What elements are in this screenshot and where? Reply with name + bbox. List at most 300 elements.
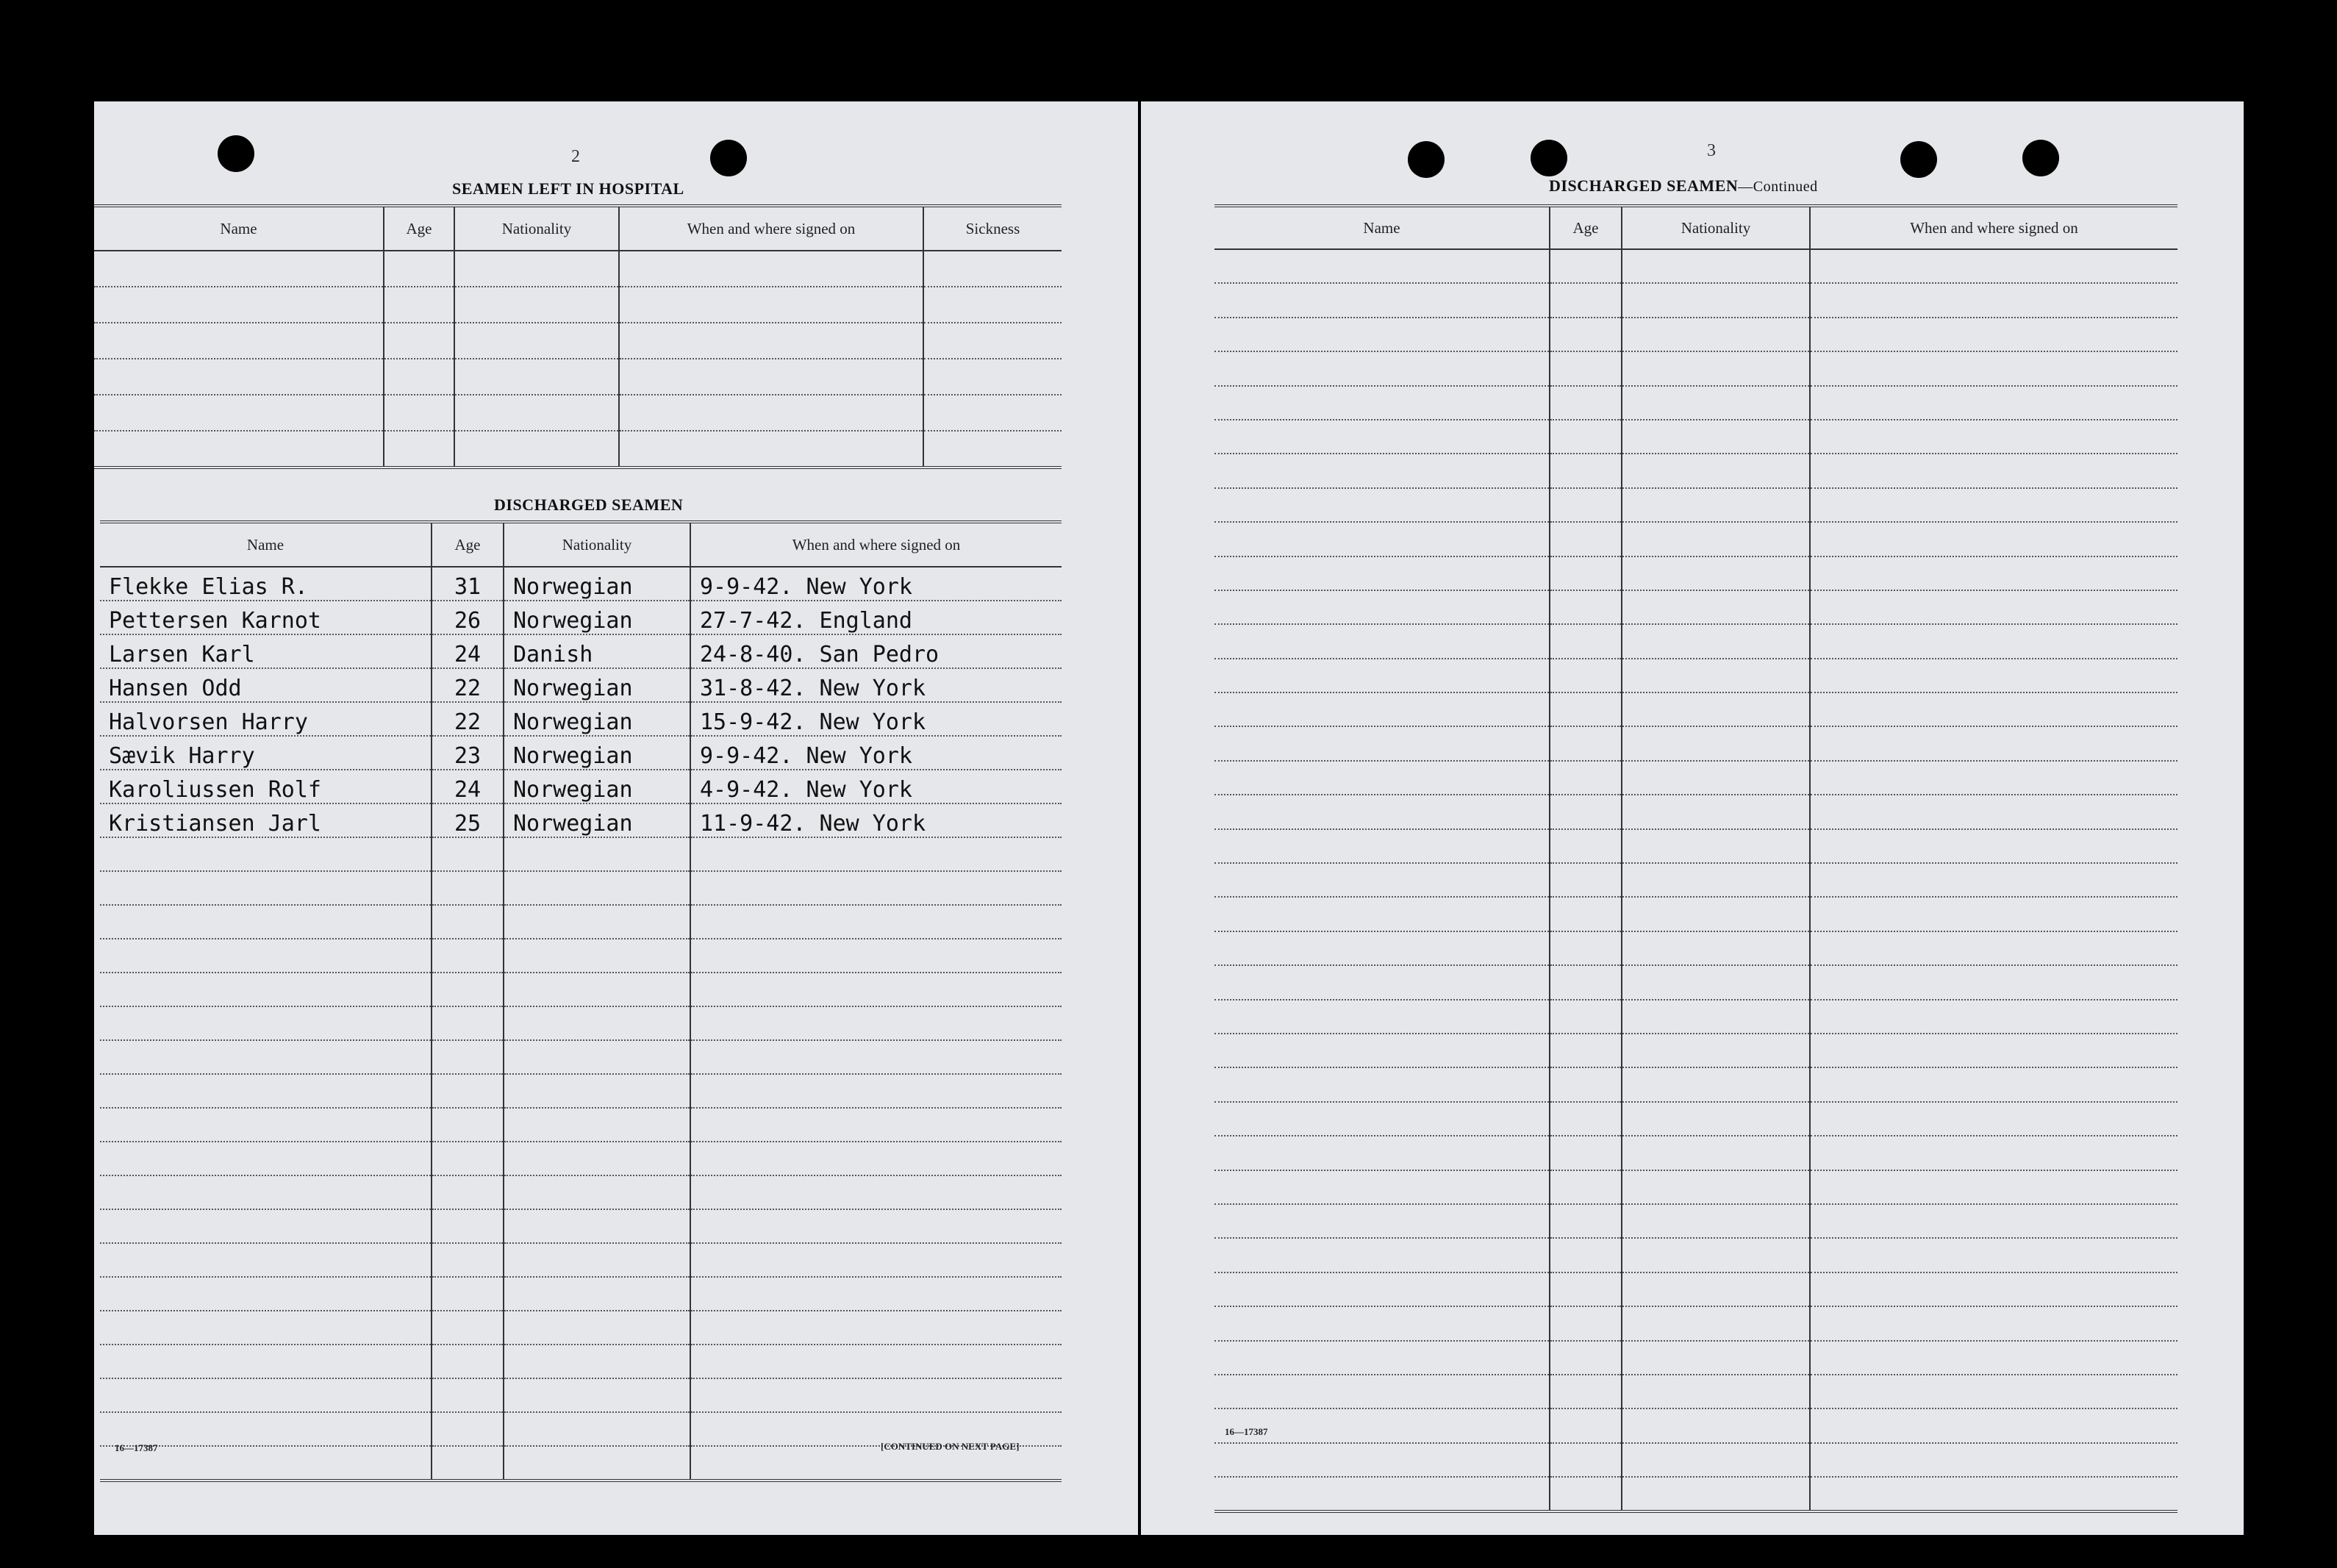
table-cell	[1214, 488, 1550, 522]
table-cell	[100, 1378, 432, 1412]
table-cell	[1622, 692, 1810, 726]
table-cell	[1214, 863, 1550, 897]
table-cell	[432, 1345, 504, 1378]
table-cell	[1810, 1067, 2177, 1101]
table-cell	[1810, 386, 2177, 420]
table-cell	[1214, 590, 1550, 624]
table-cell: Pettersen Karnot	[100, 601, 432, 634]
table-cell	[690, 973, 1062, 1006]
table-cell	[504, 837, 690, 871]
table-cell	[1810, 1408, 2177, 1442]
table-cell	[1810, 1375, 2177, 1408]
table-cell	[619, 287, 923, 323]
table-cell	[1810, 249, 2177, 283]
table-cell	[1810, 1443, 2177, 1477]
table-cell	[690, 1074, 1062, 1108]
table-row	[1214, 249, 2177, 283]
table-cell	[1810, 931, 2177, 965]
table-cell	[1622, 1408, 1810, 1442]
table-cell	[1214, 795, 1550, 828]
table-cell	[1622, 1000, 1810, 1034]
table-cell	[432, 1040, 504, 1074]
table-cell	[1810, 761, 2177, 795]
table-cell: 26	[432, 601, 504, 634]
table-cell	[1622, 420, 1810, 454]
table-cell	[1550, 1136, 1622, 1170]
discharged-continued-title-main: DISCHARGED SEAMEN	[1549, 176, 1739, 195]
table-cell	[1550, 659, 1622, 692]
table-cell	[1622, 1136, 1810, 1170]
table-cell: Norwegian	[504, 803, 690, 837]
table-cell	[100, 1277, 432, 1311]
table-cell	[1810, 556, 2177, 590]
table-cell	[432, 1108, 504, 1142]
table-cell: 11-9-42. New York	[690, 803, 1062, 837]
table-cell	[1622, 931, 1810, 965]
table-cell	[1810, 522, 2177, 556]
table-cell	[432, 1209, 504, 1243]
table-cell	[1214, 965, 1550, 999]
table-cell: 4-9-42. New York	[690, 770, 1062, 803]
table-cell	[100, 939, 432, 973]
table-cell	[432, 1074, 504, 1108]
table-cell	[923, 395, 1062, 431]
table-cell: Norwegian	[504, 770, 690, 803]
table-cell	[690, 1040, 1062, 1074]
table-cell	[504, 973, 690, 1006]
table-cell	[454, 287, 619, 323]
table-cell	[94, 287, 384, 323]
table-cell	[94, 395, 384, 431]
punch-hole	[218, 135, 254, 172]
table-cell	[1214, 522, 1550, 556]
table-row	[1214, 522, 2177, 556]
table-cell	[1622, 1341, 1810, 1375]
table-row	[1214, 1102, 2177, 1136]
table-cell: Flekke Elias R.	[100, 567, 432, 601]
table-cell	[1810, 488, 2177, 522]
table-cell	[504, 1142, 690, 1175]
table-cell	[1214, 283, 1550, 317]
table-cell	[1810, 659, 2177, 692]
table-cell	[1214, 556, 1550, 590]
table-cell	[690, 871, 1062, 905]
table-cell	[1622, 1170, 1810, 1204]
table-cell	[1214, 726, 1550, 760]
table-row	[100, 770, 1062, 803]
table-cell	[504, 1446, 690, 1481]
table-cell	[1214, 1306, 1550, 1340]
table-cell	[504, 1108, 690, 1142]
table-row	[1214, 726, 2177, 760]
table-row	[1214, 829, 2177, 863]
table-cell	[454, 431, 619, 468]
table-cell: Norwegian	[504, 668, 690, 702]
table-cell	[1622, 351, 1810, 385]
table-row	[94, 395, 1062, 431]
table-cell: Norwegian	[504, 567, 690, 601]
table-cell	[1810, 454, 2177, 487]
table-cell	[1622, 1034, 1810, 1067]
table-row	[100, 736, 1062, 770]
table-row	[100, 702, 1062, 736]
table-cell	[1550, 1477, 1622, 1511]
table-cell: 15-9-42. New York	[690, 702, 1062, 736]
hospital-section-title: SEAMEN LEFT IN HOSPITAL	[452, 179, 684, 198]
table-cell	[100, 1345, 432, 1378]
table-cell	[432, 939, 504, 973]
table-cell	[690, 1209, 1062, 1243]
table-cell	[100, 1142, 432, 1175]
table-row	[1214, 488, 2177, 522]
table-row	[100, 1311, 1062, 1345]
table-cell	[1622, 829, 1810, 863]
table-cell: 24	[432, 770, 504, 803]
hospital-table	[94, 204, 1062, 469]
table-row	[1214, 1341, 2177, 1375]
table-cell	[1550, 454, 1622, 487]
table-row	[1214, 1034, 2177, 1067]
table-cell	[454, 395, 619, 431]
table-row	[1214, 1136, 2177, 1170]
table-cell	[1622, 1067, 1810, 1101]
column-header: Age	[384, 206, 454, 251]
table-row	[1214, 351, 2177, 385]
table-row	[1214, 1443, 2177, 1477]
table-cell	[690, 939, 1062, 973]
right-page	[1141, 101, 2244, 1535]
table-row	[100, 668, 1062, 702]
table-row	[94, 251, 1062, 287]
table-cell	[1214, 1238, 1550, 1272]
table-cell	[504, 1412, 690, 1446]
table-cell	[1214, 761, 1550, 795]
table-cell	[432, 1175, 504, 1209]
table-cell	[690, 1108, 1062, 1142]
table-row	[1214, 386, 2177, 420]
table-cell	[1622, 795, 1810, 828]
table-cell	[1550, 624, 1622, 658]
table-row	[94, 359, 1062, 395]
table-cell	[1214, 1170, 1550, 1204]
table-cell	[1214, 318, 1550, 351]
table-cell	[432, 905, 504, 939]
table-cell	[1622, 965, 1810, 999]
punch-hole	[710, 140, 747, 176]
table-cell: 31	[432, 567, 504, 601]
table-cell	[432, 1378, 504, 1412]
continued-note: [CONTINUED ON NEXT PAGE]	[881, 1441, 1020, 1452]
table-row	[1214, 692, 2177, 726]
table-row	[100, 1209, 1062, 1243]
table-cell	[619, 395, 923, 431]
table-row	[100, 1175, 1062, 1209]
table-row	[94, 287, 1062, 323]
table-cell	[1550, 1443, 1622, 1477]
table-row	[100, 1378, 1062, 1412]
table-cell: 22	[432, 668, 504, 702]
table-cell	[1214, 249, 1550, 283]
table-cell	[100, 973, 432, 1006]
table-cell	[1550, 897, 1622, 931]
table-cell	[504, 1074, 690, 1108]
table-cell	[94, 359, 384, 395]
table-cell	[690, 1142, 1062, 1175]
table-cell	[100, 871, 432, 905]
table-cell	[1810, 1170, 2177, 1204]
table-cell: Halvorsen Harry	[100, 702, 432, 736]
table-cell	[690, 837, 1062, 871]
table-cell	[1214, 1102, 1550, 1136]
table-cell	[1550, 1272, 1622, 1306]
table-cell	[1214, 1136, 1550, 1170]
table-cell	[1214, 420, 1550, 454]
table-cell	[100, 1311, 432, 1345]
table-cell	[1550, 420, 1622, 454]
page-number: 2	[571, 147, 580, 166]
table-cell	[923, 251, 1062, 287]
table-cell	[923, 287, 1062, 323]
discharged-continued-title-suffix: —Continued	[1738, 179, 1818, 195]
table-cell: Norwegian	[504, 702, 690, 736]
table-row	[1214, 1000, 2177, 1034]
table-cell	[1550, 522, 1622, 556]
table-cell	[1810, 795, 2177, 828]
table-row	[1214, 454, 2177, 487]
table-cell	[1622, 1238, 1810, 1272]
table-cell	[1550, 1067, 1622, 1101]
punch-hole	[1408, 141, 1445, 178]
table-cell	[1550, 863, 1622, 897]
table-row	[1214, 1272, 2177, 1306]
table-row	[100, 1345, 1062, 1378]
table-cell	[1622, 1375, 1810, 1408]
punch-hole	[2022, 140, 2059, 176]
table-cell: Danish	[504, 634, 690, 668]
table-row	[1214, 318, 2177, 351]
table-cell	[504, 905, 690, 939]
table-cell	[690, 905, 1062, 939]
table-cell	[923, 323, 1062, 359]
table-cell	[1550, 692, 1622, 726]
table-cell	[384, 359, 454, 395]
table-cell	[690, 1175, 1062, 1209]
table-cell: Norwegian	[504, 736, 690, 770]
table-cell	[1810, 420, 2177, 454]
table-cell	[1214, 1477, 1550, 1511]
table-cell	[1810, 965, 2177, 999]
table-row	[1214, 931, 2177, 965]
table-cell	[432, 1243, 504, 1277]
table-row	[100, 601, 1062, 634]
table-cell	[1550, 590, 1622, 624]
table-cell	[1810, 1136, 2177, 1170]
table-cell	[1214, 624, 1550, 658]
column-header: When and where signed on	[690, 522, 1062, 567]
table-row	[1214, 1170, 2177, 1204]
table-cell	[432, 1142, 504, 1175]
form-number: 16—17387	[1225, 1426, 1268, 1437]
table-row	[1214, 897, 2177, 931]
table-cell	[100, 1243, 432, 1277]
table-cell	[1214, 1443, 1550, 1477]
table-cell	[1622, 1272, 1810, 1306]
table-cell	[1550, 318, 1622, 351]
table-cell	[504, 1006, 690, 1040]
table-row	[100, 1277, 1062, 1311]
table-cell	[1810, 1341, 2177, 1375]
table-row	[94, 431, 1062, 468]
table-cell	[1550, 556, 1622, 590]
discharged-section-title: DISCHARGED SEAMEN	[494, 495, 684, 514]
table-cell	[1622, 386, 1810, 420]
table-cell	[1214, 1375, 1550, 1408]
table-cell	[1622, 283, 1810, 317]
table-row	[1214, 1477, 2177, 1511]
table-cell	[923, 431, 1062, 468]
table-cell: Kristiansen Jarl	[100, 803, 432, 837]
table-cell	[454, 323, 619, 359]
table-cell	[1810, 863, 2177, 897]
page-number: 3	[1707, 141, 1716, 160]
table-cell	[94, 251, 384, 287]
table-row	[100, 871, 1062, 905]
table-cell	[432, 871, 504, 905]
table-cell	[1622, 1477, 1810, 1511]
table-cell	[1550, 761, 1622, 795]
table-cell	[454, 251, 619, 287]
table-cell	[1550, 795, 1622, 828]
table-cell	[1622, 590, 1810, 624]
table-cell	[94, 431, 384, 468]
table-row	[94, 323, 1062, 359]
table-cell	[504, 871, 690, 905]
table-cell: 24	[432, 634, 504, 668]
table-row	[100, 905, 1062, 939]
table-row	[100, 1040, 1062, 1074]
table-cell: 9-9-42. New York	[690, 567, 1062, 601]
table-row	[1214, 1408, 2177, 1442]
table-cell	[1622, 454, 1810, 487]
table-cell	[1622, 1306, 1810, 1340]
table-row	[1214, 965, 2177, 999]
table-cell	[1550, 829, 1622, 863]
table-cell	[1214, 829, 1550, 863]
column-header: Name	[100, 522, 432, 567]
table-row	[100, 1142, 1062, 1175]
table-cell	[504, 1040, 690, 1074]
table-cell	[1810, 624, 2177, 658]
table-cell	[432, 1446, 504, 1481]
table-cell: 25	[432, 803, 504, 837]
table-cell	[432, 973, 504, 1006]
column-header: Nationality	[1622, 206, 1810, 249]
table-cell: 23	[432, 736, 504, 770]
table-cell: Norwegian	[504, 601, 690, 634]
table-row	[1214, 1204, 2177, 1238]
table-cell	[384, 323, 454, 359]
table-cell: Sævik Harry	[100, 736, 432, 770]
table-cell	[384, 395, 454, 431]
table-cell	[504, 939, 690, 973]
table-row	[100, 837, 1062, 871]
table-cell	[1550, 965, 1622, 999]
table-cell	[1622, 1102, 1810, 1136]
form-number: 16—17387	[115, 1442, 158, 1453]
table-cell	[1550, 283, 1622, 317]
table-cell	[1810, 590, 2177, 624]
table-cell	[1810, 1306, 2177, 1340]
table-cell	[504, 1175, 690, 1209]
table-cell	[1214, 386, 1550, 420]
punch-hole	[1531, 140, 1567, 176]
table-row	[100, 1074, 1062, 1108]
column-header: Nationality	[454, 206, 619, 251]
table-cell	[1214, 659, 1550, 692]
table-cell: 31-8-42. New York	[690, 668, 1062, 702]
table-cell	[504, 1277, 690, 1311]
table-cell	[100, 1006, 432, 1040]
table-row	[1214, 1238, 2177, 1272]
table-row	[1214, 795, 2177, 828]
table-cell	[1810, 829, 2177, 863]
table-cell	[504, 1311, 690, 1345]
table-cell	[690, 1378, 1062, 1412]
table-cell	[94, 323, 384, 359]
table-cell	[690, 1006, 1062, 1040]
table-cell	[1214, 1272, 1550, 1306]
table-row	[100, 973, 1062, 1006]
table-cell	[1810, 897, 2177, 931]
table-cell	[384, 431, 454, 468]
table-cell	[1810, 283, 2177, 317]
table-cell	[1214, 692, 1550, 726]
table-cell	[432, 1412, 504, 1446]
table-cell	[1214, 351, 1550, 385]
table-cell	[1550, 1408, 1622, 1442]
discharged-continued-title	[1549, 176, 1818, 196]
table-row	[1214, 1306, 2177, 1340]
table-row	[100, 1108, 1062, 1142]
table-cell	[1550, 1102, 1622, 1136]
table-cell: Hansen Odd	[100, 668, 432, 702]
table-cell	[1810, 351, 2177, 385]
column-header: Name	[1214, 206, 1550, 249]
table-row	[100, 567, 1062, 601]
table-cell	[1550, 1375, 1622, 1408]
table-cell: 24-8-40. San Pedro	[690, 634, 1062, 668]
punch-hole	[1900, 141, 1937, 178]
table-cell	[1810, 1272, 2177, 1306]
table-cell	[1810, 1102, 2177, 1136]
table-cell: Larsen Karl	[100, 634, 432, 668]
table-cell	[1622, 556, 1810, 590]
discharged-continued-table	[1214, 204, 2177, 1513]
table-cell: 9-9-42. New York	[690, 736, 1062, 770]
table-cell	[1550, 351, 1622, 385]
table-cell	[100, 1074, 432, 1108]
discharged-table	[100, 520, 1062, 1482]
table-cell	[384, 287, 454, 323]
table-cell	[690, 1243, 1062, 1277]
table-cell	[1622, 488, 1810, 522]
table-row	[1214, 283, 2177, 317]
table-cell	[432, 1006, 504, 1040]
table-cell	[1214, 897, 1550, 931]
table-cell	[690, 1345, 1062, 1378]
table-cell	[1550, 488, 1622, 522]
table-cell	[619, 431, 923, 468]
